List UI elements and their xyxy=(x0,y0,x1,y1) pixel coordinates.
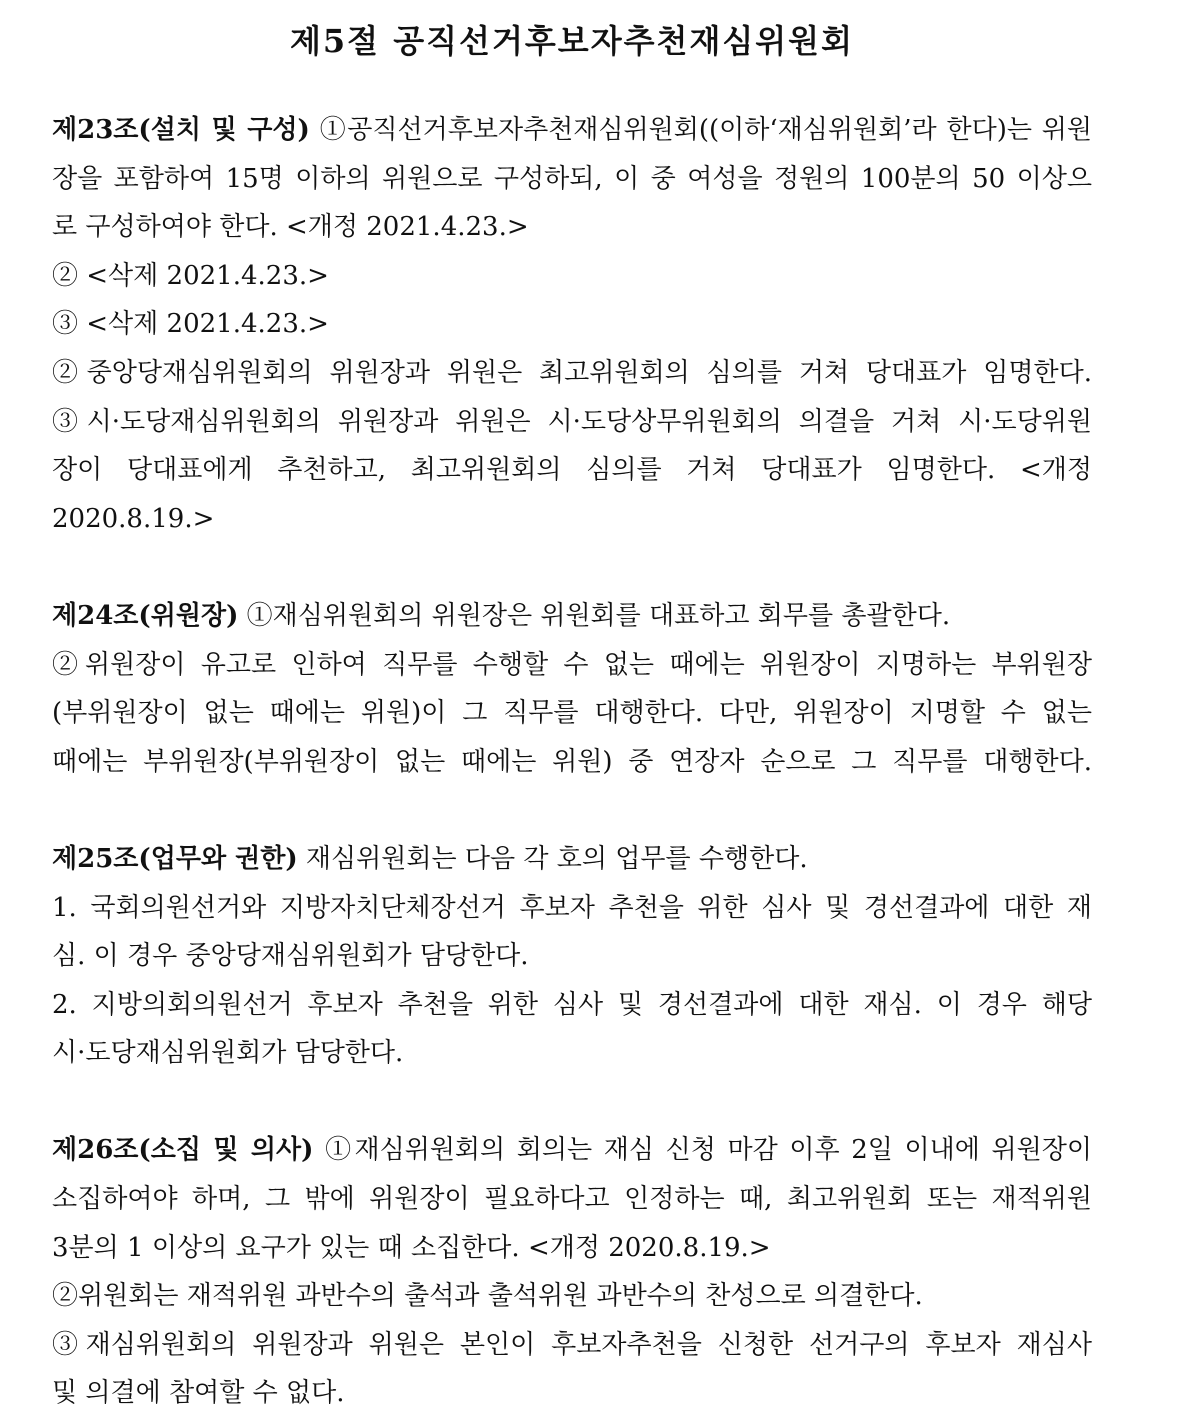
article-heading: 제23조(설치 및 구성) xyxy=(52,115,310,145)
article-line: 시·도당재심위원회가 담당한다. xyxy=(52,1038,404,1069)
article-25 xyxy=(52,835,1092,1078)
section-title: 제5절 공직선거후보자추천재심위원회 xyxy=(290,22,854,60)
article-line: 2020.8.19.> xyxy=(52,503,215,534)
article-line xyxy=(52,1126,1092,1175)
article-line: 심. 이 경우 중앙당재심위원회가 담당한다. xyxy=(52,941,529,972)
article-line: 및 의결에 참여할 수 없다. xyxy=(52,1378,345,1409)
article-heading: 제24조(위원장) xyxy=(52,600,239,631)
article-line: ② <삭제 2021.4.23.> xyxy=(52,260,329,291)
article-heading: 제25조(업무와 권한) xyxy=(52,843,298,874)
article-text: ①공직선거후보자추천재심위원회((이하‘재심위원회’라 한다)는 위원 xyxy=(319,115,1092,145)
article-line: ③시·도당재심위원회의 위원장과 위원은 시·도당상무위원회의 의결을 거쳐 시·도당위원 xyxy=(52,406,1092,437)
spacer xyxy=(52,543,1092,592)
article-26 xyxy=(52,1126,1092,1418)
article-line xyxy=(52,106,1092,155)
article-line: ③재심위원회의 위원장과 위원은 본인이 후보자추천을 신청한 선거구의 후보자 재심사 xyxy=(52,1329,1092,1360)
article-text: ①재심위원회의 회의는 재심 신청 마감 이후 2일 이내에 위원장이 xyxy=(325,1135,1092,1166)
article-24 xyxy=(52,592,1092,786)
article-line xyxy=(52,835,1092,884)
spacer xyxy=(52,786,1092,835)
article-line: ②위원장이 유고로 인하여 직무를 수행할 수 없는 때에는 위원장이 지명하는 부위원장 xyxy=(52,649,1092,680)
spacer xyxy=(52,1078,1092,1127)
article-text: ①재심위원회의 위원장은 위원회를 대표하고 회무를 총괄한다. xyxy=(246,600,951,631)
article-line xyxy=(52,592,1092,641)
document-page xyxy=(52,0,1092,1409)
article-line: 로 구성하여야 한다. <개정 2021.4.23.> xyxy=(52,212,529,243)
article-line: 소집하여야 하며, 그 밖에 위원장이 필요하다고 인정하는 때, 최고위원회 또는 재적위원 xyxy=(52,1184,1092,1215)
article-text: 재심위원회는 다음 각 호의 업무를 수행한다. xyxy=(305,843,808,874)
article-line: 때에는 부위원장(부위원장이 없는 때에는 위원) 중 연장자 순으로 그 직무를 대행한다. xyxy=(52,746,1092,777)
article-line: ②중앙당재심위원회의 위원장과 위원은 최고위원회의 심의를 거쳐 당대표가 임명한다. xyxy=(52,357,1092,388)
article-line: 3분의 1 이상의 요구가 있는 때 소집한다. <개정 2020.8.19.> xyxy=(52,1232,771,1263)
article-heading: 제26조(소집 및 의사) xyxy=(52,1135,314,1166)
article-line: 2. 지방의회의원선거 후보자 추천을 위한 심사 및 경선결과에 대한 재심. 이 경우 해당 xyxy=(52,989,1092,1020)
spacer xyxy=(52,64,1092,106)
article-line: 장이 당대표에게 추천하고, 최고위원회의 심의를 거쳐 당대표가 임명한다. <개정 xyxy=(52,455,1092,486)
article-line: ②위원회는 재적위원 과반수의 출석과 출석위원 과반수의 찬성으로 의결한다. xyxy=(52,1281,923,1312)
article-line: (부위원장이 없는 때에는 위원)이 그 직무를 대행한다. 다만, 위원장이 지명할 수 없는 xyxy=(52,698,1092,729)
article-line: 장을 포함하여 15명 이하의 위원으로 구성하되, 이 중 여성을 정원의 100분의 50 이상으 xyxy=(52,163,1092,194)
article-23 xyxy=(52,106,1092,543)
article-line: ③ <삭제 2021.4.23.> xyxy=(52,309,329,340)
article-line: 1. 국회의원선거와 지방자치단체장선거 후보자 추천을 위한 심사 및 경선결과에 대한 재 xyxy=(52,892,1092,923)
